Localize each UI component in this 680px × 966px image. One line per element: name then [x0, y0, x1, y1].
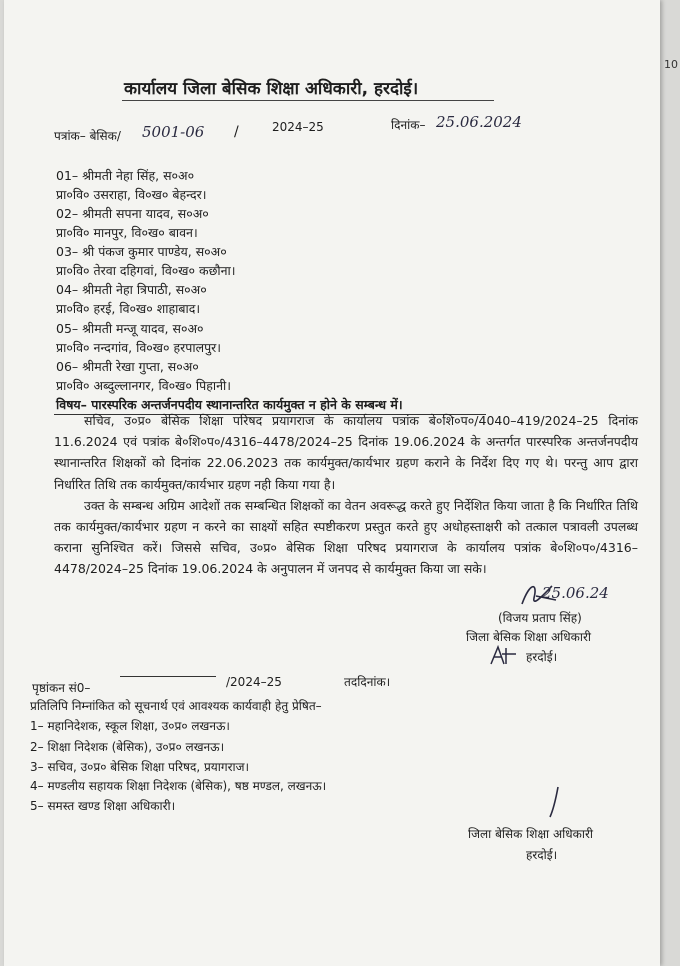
- signatory-name: (विजय प्रताप सिंह): [498, 611, 582, 625]
- endorsement-date-label: तददिनांक।: [344, 675, 391, 689]
- addressee-line: 03– श्री पंकज कुमार पाण्डेय, स०अ०: [56, 244, 227, 259]
- addressee-line: 01– श्रीमती नेहा सिंह, स०अ०: [56, 168, 195, 183]
- addressee-line: 06– श्रीमती रेखा गुप्ता, स०अ०: [56, 359, 199, 374]
- addressee-line: 04– श्रीमती नेहा त्रिपाठी, स०अ०: [56, 282, 207, 297]
- addressee-line: प्रा०वि० नन्दगांव, वि०ख० हरपालपुर।: [56, 340, 222, 355]
- title-underline: [122, 100, 494, 101]
- body-paragraph-1: सचिव, उ०प्र० बेसिक शिक्षा परिषद प्रयागराज के कार्यालय पत्रांक बे०शि०प०/4040–419/2024–25 दिनांक 11.6.2024 एवं पत्रांक बे०शि०प०/4316–4478/2024–25 दिनांक 19.06.2024 के अन्तर्गत पारस्परिक अन्तर्जनपदीय स्थानान्तरित शिक्षकों को दिनांक 22.06.2023 तक कार्यमुक्त/कार्यभार ग्रहण कराने के निर्देश दिए गए थे। परन्तु आप द्वारा निर्धारित तिथि तक कार्यमुक्त/कार्यभार ग्रहण नही किया गया है।: [54, 413, 638, 492]
- date-handwritten: 25.06.2024: [436, 113, 522, 131]
- addressee-line: प्रा०वि० तेरवा दहिगवां, वि०ख० कछौना।: [56, 263, 236, 278]
- signature-date-handwritten: 25.06.24: [542, 584, 609, 602]
- endorsement-number-label: पृष्ठांकन सं0–: [32, 681, 91, 695]
- letter-session: 2024–25: [272, 120, 324, 134]
- footer-signature-stroke-icon: [544, 784, 564, 820]
- background-edge-text: 10: [664, 58, 678, 71]
- footer-designation: जिला बेसिक शिक्षा अधिकारी: [468, 827, 593, 841]
- addressee-line: प्रा०वि० अब्दुल्लानगर, वि०ख० पिहानी।: [56, 378, 231, 393]
- copy-recipient-item: 3– सचिव, उ०प्र० बेसिक शिक्षा परिषद, प्रयागराज।: [30, 760, 250, 774]
- letter-number-slash: /: [234, 124, 239, 140]
- addressee-line: 05– श्रीमती मन्जू यादव, स०अ०: [56, 321, 204, 336]
- body-paragraph-2: उक्त के सम्बन्ध अग्रिम आदेशों तक सम्बन्धित शिक्षकों का वेतन अवरूद्ध करते हुए निर्देशित किया जाता है कि निर्धारित तिथि तक कार्यमुक्त/कार्यभार ग्रहण न करने का साक्ष्यों सहित स्पष्टीकरण प्रस्तुत करते हुए अधोहस्ताक्षरी को तत्काल पत्रावली उपलब्ध कराना सुनिश्चित करें। जिससे सचिव, उ०प्र० बेसिक शिक्षा परिषद प्रयागराज के कार्यालय पत्रांक बे०शि०प०/4316–4478/2024–25 दिनांक 19.06.2024 के अनुपालन में जनपद से कार्यमुक्त किया जा सके।: [54, 497, 638, 577]
- copy-recipient-item: 1– महानिदेशक, स्कूल शिक्षा, उ०प्र० लखनऊ।: [30, 719, 230, 733]
- copy-recipient-item: 4– मण्डलीय सहायक शिक्षा निदेशक (बेसिक), षष्ठ मण्डल, लखनऊ।: [30, 779, 327, 793]
- copy-recipient-item: 2– शिक्षा निदेशक (बेसिक), उ०प्र० लखनऊ।: [30, 740, 225, 754]
- letter-number-label: पत्रांक– बेसिक/: [54, 129, 121, 143]
- endorsement-number-blank: [120, 676, 216, 677]
- addressee-line: प्रा०वि० मानपुर, वि०ख० बावन।: [56, 225, 198, 240]
- copy-recipient-item: 5– समस्त खण्ड शिक्षा अधिकारी।: [30, 799, 176, 813]
- letter-number-handwritten: 5001-06: [142, 123, 205, 141]
- footer-place: हरदोई।: [526, 848, 558, 862]
- letter-body: [54, 410, 638, 580]
- addressee-line: 02– श्रीमती सपना यादव, स०अ०: [56, 206, 209, 221]
- document-page: [4, 0, 660, 966]
- endorsement-intro: प्रतिलिपि निम्नांकित को सूचनार्थ एवं आवश्यक कार्यवाही हेतु प्रेषित–: [30, 699, 322, 713]
- signatory-designation: जिला बेसिक शिक्षा अधिकारी: [466, 630, 591, 644]
- office-title: कार्यालय जिला बेसिक शिक्षा अधिकारी, हरदोई।: [124, 79, 419, 99]
- addressee-line: प्रा०वि० हरई, वि०ख० शाहाबाद।: [56, 301, 201, 316]
- endorsement-session: /2024–25: [226, 675, 282, 689]
- addressee-line: प्रा०वि० उसराहा, वि०ख० बेहन्दर।: [56, 187, 207, 202]
- initials-mark-icon: [488, 644, 522, 668]
- subject-line: विषय– पारस्परिक अन्तर्जनपदीय स्थानान्तरित कार्यमुक्त न होने के सम्बन्ध में।: [56, 397, 403, 412]
- signatory-place: हरदोई।: [526, 650, 558, 664]
- date-label: दिनांक–: [391, 118, 426, 132]
